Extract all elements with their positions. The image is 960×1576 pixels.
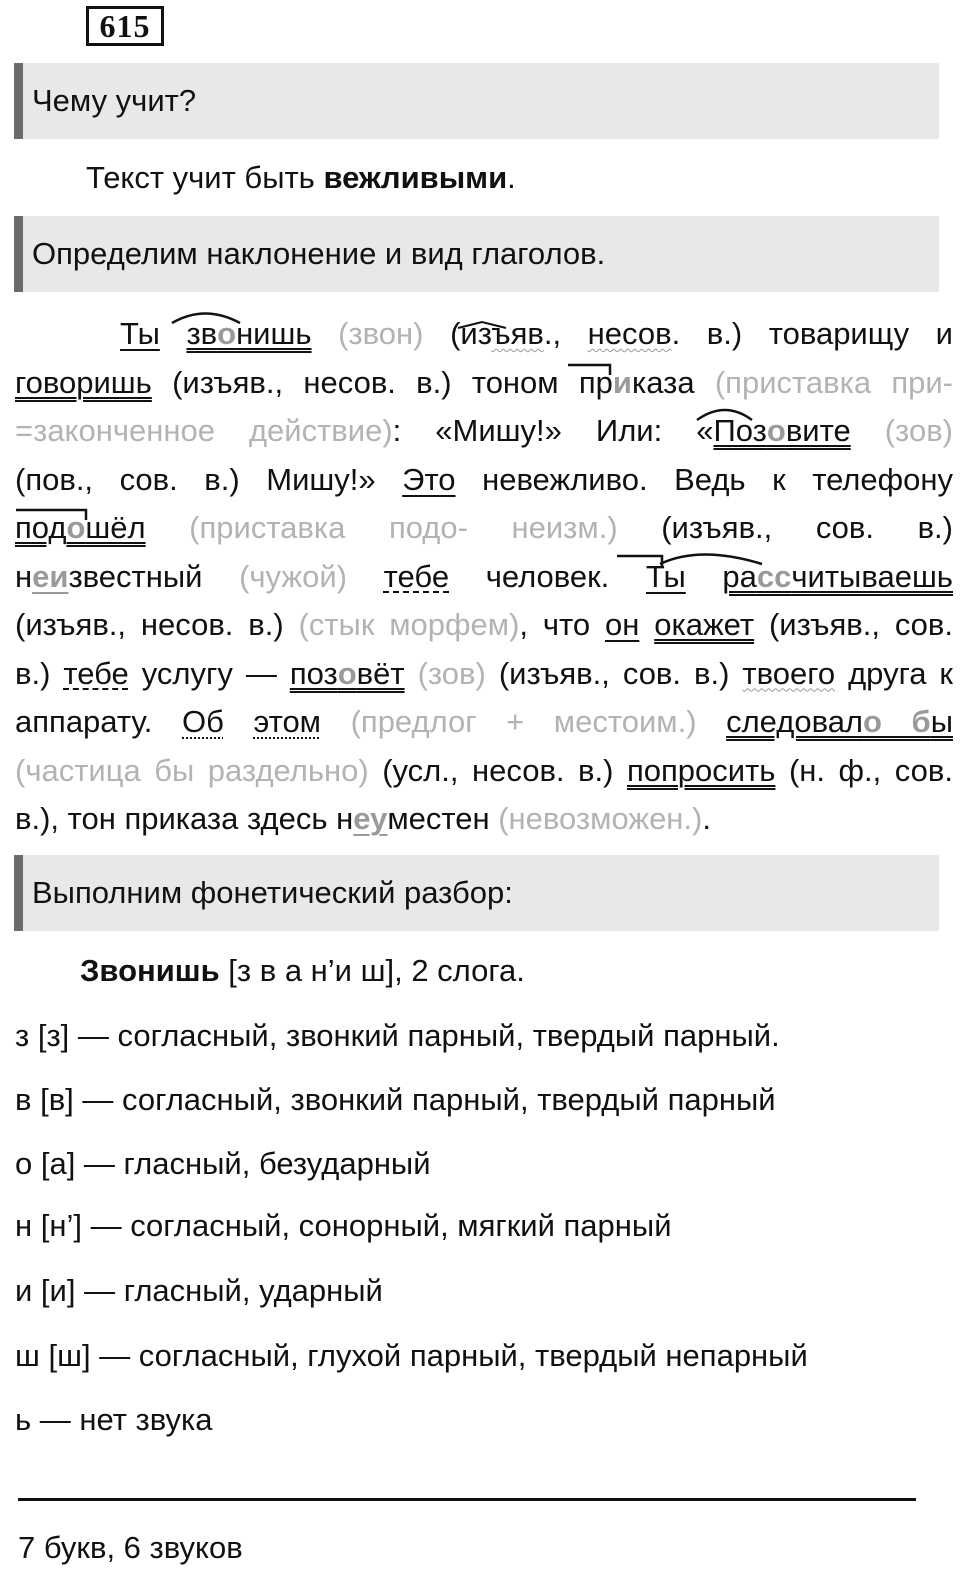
answer-text: Текст учит быть вежливыми.: [86, 160, 516, 195]
verb-analysis-text: [15, 310, 953, 844]
phonetic-line: ш [ш] — согласный, глухой парный, твердый непарный: [15, 1338, 808, 1373]
letters-sounds-summary: 7 букв, 6 звуков: [18, 1530, 243, 1565]
phonetic-line: ь — нет звука: [15, 1402, 213, 1437]
analysis-line-3: =законченное действие): «Мишу!» Или: «Позовите (зов): [15, 413, 953, 448]
analysis-line-5: подошёл (приставка подо- неизм.) (изъяв., сов. в.): [15, 510, 953, 545]
analysis-line-1: Ты звонишь (звон) (изъяв., несов. в.) товарищу и: [120, 316, 953, 351]
analysis-line-2: говоришь (изъяв., несов. в.) тоном приказа (приставка при-: [15, 364, 953, 400]
phonetic-line: в [в] — согласный, звонкий парный, твердый парный: [15, 1082, 776, 1117]
section-header-question: Чему учит?: [14, 63, 939, 139]
phonetic-title: Звонишь [з в а н’и ш], 2 слога.: [80, 953, 525, 988]
section-header-phonetic: Выполним фонетический разбор:: [14, 855, 939, 931]
analysis-line-6: неизвестный (чужой) тебе человек. Ты рассчитываешь: [15, 558, 953, 594]
analysis-line-4: (пов., сов. в.) Мишу!» Это невежливо. Ведь к телефону: [15, 461, 953, 497]
divider: [18, 1498, 916, 1501]
phonetic-line: н [н’] — согласный, сонорный, мягкий парный: [15, 1208, 672, 1243]
section-header-verbs: Определим наклонение и вид глаголов.: [14, 216, 939, 292]
phonetic-line: и [и] — гласный, ударный: [15, 1273, 383, 1308]
exercise-number: 615: [86, 6, 164, 46]
analysis-line-9: аппарату. Об этом (предлог + местоим.) следовало бы: [15, 704, 953, 739]
phonetic-line: о [а] — гласный, безударный: [15, 1146, 431, 1181]
analysis-line-10: (частица бы раздельно) (усл., несов. в.) попросить (н. ф., сов.: [15, 752, 953, 788]
analysis-line-11: в.), тон приказа здесь неуместен (невозможен.).: [15, 801, 711, 836]
phonetic-line: з [з] — согласный, звонкий парный, твердый парный.: [15, 1018, 780, 1053]
analysis-line-7: (изъяв., несов. в.) (стык морфем), что он окажет (изъяв., сов.: [15, 607, 953, 642]
analysis-line-8: в.) тебе услугу — позовёт (зов) (изъяв., сов. в.) твоего друга к: [15, 655, 953, 691]
